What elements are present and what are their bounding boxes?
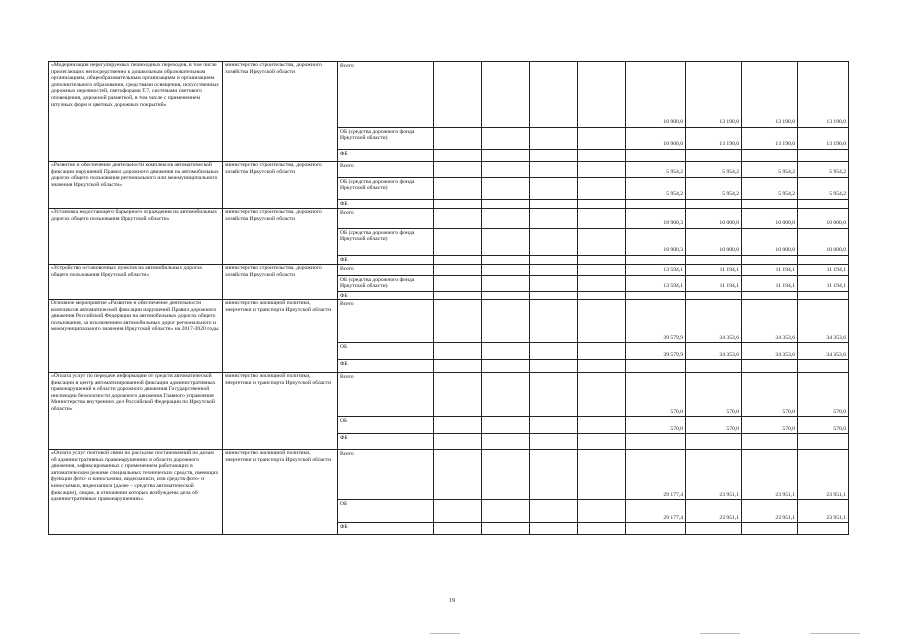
empty-cell: [530, 360, 578, 373]
empty-cell: [482, 523, 530, 535]
empty-cell: [530, 178, 578, 200]
funding-source: ОБ: [338, 500, 434, 523]
amount-cell: 570,0: [686, 417, 742, 434]
amount-cell: [798, 150, 849, 162]
empty-cell: [578, 292, 626, 300]
funding-source: ФБ: [338, 256, 434, 265]
amount-cell: 34 353,6: [798, 300, 849, 343]
empty-cell: [482, 373, 530, 417]
empty-cell: [482, 360, 530, 373]
amount-cell: [798, 292, 849, 300]
amount-cell: 11 194,1: [742, 265, 798, 276]
measure-name: «Оплата услуг по передаче информации от средств автоматической фиксации в центр автоматизированной фиксации административных правонарушений в области дорожного движения Государственной инспекции безопасности дорожного движения Главного управления Министерства внутренних дел Российской Федерации по Иркутской области»: [49, 373, 223, 450]
amount-cell: 13 190,0: [742, 62, 798, 128]
amount-cell: 570,0: [686, 373, 742, 417]
empty-cell: [530, 292, 578, 300]
amount-cell: [626, 360, 686, 373]
empty-cell: [434, 360, 482, 373]
amount-cell: 39 579,9: [626, 343, 686, 360]
amount-cell: 570,0: [798, 373, 849, 417]
empty-cell: [578, 265, 626, 276]
table-row: [49, 373, 849, 417]
amount-cell: 5 954,2: [742, 162, 798, 178]
amount-cell: [798, 200, 849, 209]
funding-source: ОБ: [338, 343, 434, 360]
amount-cell: 570,0: [798, 417, 849, 434]
funding-source: Всего: [338, 265, 434, 276]
amount-cell: [626, 292, 686, 300]
funding-source: Всего: [338, 162, 434, 178]
amount-cell: 13 594,1: [626, 265, 686, 276]
empty-cell: [530, 162, 578, 178]
empty-cell: [530, 450, 578, 500]
amount-cell: [742, 360, 798, 373]
amount-cell: 10 000,0: [798, 209, 849, 229]
executor: министерство строительства, дорожного хозяйства Иркутской области: [223, 209, 338, 265]
amount-cell: 23 951,1: [686, 500, 742, 523]
amount-cell: [798, 523, 849, 535]
empty-cell: [530, 229, 578, 256]
measure-name: «Устройство остановочных пунктов на автомобильных дорогах общего пользования Иркутской области»: [49, 265, 223, 300]
amount-cell: 13 190,0: [742, 128, 798, 150]
amount-cell: 23 951,1: [742, 500, 798, 523]
amount-cell: [742, 292, 798, 300]
amount-cell: 18 900,3: [626, 209, 686, 229]
amount-cell: 10 000,0: [798, 229, 849, 256]
funding-source: ФБ: [338, 200, 434, 209]
amount-cell: 23 951,1: [686, 450, 742, 500]
empty-cell: [434, 417, 482, 434]
empty-cell: [434, 162, 482, 178]
empty-cell: [530, 265, 578, 276]
empty-cell: [482, 128, 530, 150]
amount-cell: [686, 360, 742, 373]
amount-cell: [742, 434, 798, 450]
empty-cell: [482, 434, 530, 450]
funding-source: Всего: [338, 62, 434, 128]
empty-cell: [434, 300, 482, 343]
amount-cell: 10 000,0: [686, 209, 742, 229]
amount-cell: 13 190,0: [798, 128, 849, 150]
empty-cell: [530, 500, 578, 523]
executor: министерство строительства, дорожного хозяйства Иркутской области: [223, 265, 338, 300]
empty-cell: [482, 178, 530, 200]
empty-cell: [434, 256, 482, 265]
amount-cell: 34 353,6: [742, 343, 798, 360]
executor: министерство строительства, дорожного хозяйства Иркутской области: [223, 62, 338, 162]
measure-name: «Оплата услуг почтовой связи по рассылке постановлений по делам об административных правонарушениях в области дорожного движения, зафиксированных с применением работающих в автоматическом режиме специальных технических средств, имеющих функции фото- и киносъемки, видеозаписи, или средств фото- и киносъемки, видеозаписи (далее – средства автоматической фиксации), лицам, в отношении которых возбуждены дела об административных правонарушениях»: [49, 450, 223, 535]
empty-cell: [434, 343, 482, 360]
empty-cell: [530, 209, 578, 229]
executor: министерство жилищной политики, энергетики и транспорта Иркутской области: [223, 373, 338, 450]
funding-source: Всего: [338, 209, 434, 229]
table-row: [49, 62, 849, 128]
measure-name: «Установка недостающего барьерного ограждения на автомобильных дорогах общего пользования Иркутской области»: [49, 209, 223, 265]
funding-source: ОБ: [338, 417, 434, 434]
empty-cell: [434, 229, 482, 256]
empty-cell: [434, 292, 482, 300]
empty-cell: [530, 417, 578, 434]
empty-cell: [434, 523, 482, 535]
amount-cell: [742, 523, 798, 535]
empty-cell: [434, 62, 482, 128]
empty-cell: [578, 128, 626, 150]
funding-source: Всего: [338, 450, 434, 500]
amount-cell: 23 951,1: [742, 450, 798, 500]
table-row: [49, 162, 849, 178]
empty-cell: [530, 523, 578, 535]
amount-cell: [686, 150, 742, 162]
amount-cell: [798, 256, 849, 265]
amount-cell: 29 177,4: [626, 450, 686, 500]
empty-cell: [578, 200, 626, 209]
empty-cell: [578, 276, 626, 292]
amount-cell: [686, 200, 742, 209]
amount-cell: 23 951,1: [798, 450, 849, 500]
page-number: 19: [449, 598, 455, 604]
empty-cell: [482, 417, 530, 434]
empty-cell: [482, 62, 530, 128]
empty-cell: [578, 417, 626, 434]
empty-cell: [482, 450, 530, 500]
scan-artifact: [430, 633, 460, 634]
funding-source: ФБ: [338, 292, 434, 300]
funding-source: ОБ (средства дорожного фонда Иркутской области): [338, 128, 434, 150]
empty-cell: [530, 343, 578, 360]
amount-cell: 10 900,0: [626, 62, 686, 128]
amount-cell: 34 353,6: [686, 343, 742, 360]
empty-cell: [578, 256, 626, 265]
executor: министерство жилищной политики, энергетики и транспорта Иркутской области: [223, 450, 338, 535]
funding-source: ОБ (средства дорожного фонда Иркутской области): [338, 276, 434, 292]
funding-source: Всего: [338, 373, 434, 417]
funding-source: ФБ: [338, 434, 434, 450]
amount-cell: [798, 434, 849, 450]
amount-cell: [686, 292, 742, 300]
empty-cell: [578, 62, 626, 128]
amount-cell: 5 954,2: [686, 178, 742, 200]
empty-cell: [482, 229, 530, 256]
amount-cell: [626, 523, 686, 535]
amount-cell: 23 951,1: [798, 500, 849, 523]
empty-cell: [482, 150, 530, 162]
amount-cell: [626, 434, 686, 450]
empty-cell: [578, 343, 626, 360]
empty-cell: [530, 256, 578, 265]
amount-cell: 570,0: [742, 373, 798, 417]
empty-cell: [578, 162, 626, 178]
amount-cell: 13 190,0: [798, 62, 849, 128]
empty-cell: [578, 523, 626, 535]
empty-cell: [578, 434, 626, 450]
scan-artifact: [700, 633, 740, 634]
empty-cell: [578, 150, 626, 162]
amount-cell: 34 353,6: [798, 343, 849, 360]
empty-cell: [482, 292, 530, 300]
funding-source: ФБ: [338, 150, 434, 162]
empty-cell: [578, 300, 626, 343]
empty-cell: [434, 150, 482, 162]
amount-cell: 10 000,0: [742, 209, 798, 229]
table-row: [49, 209, 849, 229]
table-row: [49, 300, 849, 343]
empty-cell: [530, 62, 578, 128]
empty-cell: [578, 500, 626, 523]
amount-cell: [742, 150, 798, 162]
budget-table: [48, 61, 849, 535]
empty-cell: [530, 150, 578, 162]
amount-cell: 13 190,0: [686, 62, 742, 128]
empty-cell: [434, 200, 482, 209]
amount-cell: [686, 434, 742, 450]
amount-cell: 11 194,1: [742, 276, 798, 292]
empty-cell: [434, 500, 482, 523]
executor: министерство строительства, дорожного хозяйства Иркутской области: [223, 162, 338, 209]
funding-source: ФБ: [338, 360, 434, 373]
amount-cell: 34 353,6: [686, 300, 742, 343]
empty-cell: [482, 276, 530, 292]
amount-cell: 5 954,2: [742, 178, 798, 200]
amount-cell: 5 954,2: [626, 162, 686, 178]
amount-cell: 5 954,2: [798, 162, 849, 178]
empty-cell: [578, 360, 626, 373]
amount-cell: 5 954,2: [686, 162, 742, 178]
funding-source: ОБ (средства дорожного фонда Иркутской области): [338, 178, 434, 200]
empty-cell: [482, 265, 530, 276]
funding-source: ФБ: [338, 523, 434, 535]
measure-name: Основное мероприятие «Развитие и обеспечение деятельности комплексов автоматической фиксации нарушений Правил дорожного движения Российской Федерации на автомобильных дорогах общего пользования, за исключением автомобильных дорог регионального и межмуниципального значения Иркутской области» на 2017-2020 годы: [49, 300, 223, 373]
empty-cell: [434, 373, 482, 417]
empty-cell: [530, 128, 578, 150]
amount-cell: 11 194,1: [798, 265, 849, 276]
amount-cell: 29 177,4: [626, 500, 686, 523]
amount-cell: 13 190,0: [686, 128, 742, 150]
amount-cell: 570,0: [742, 417, 798, 434]
measure-name: «Развитие и обеспечение деятельности комплексов автоматической фиксации нарушений Правил дорожного движения на автомобильных дорогах общего пользования регионального или межмуниципального значения Иркутской области»: [49, 162, 223, 209]
empty-cell: [578, 229, 626, 256]
amount-cell: 11 194,1: [686, 265, 742, 276]
empty-cell: [482, 200, 530, 209]
empty-cell: [578, 178, 626, 200]
empty-cell: [434, 276, 482, 292]
amount-cell: 11 194,1: [798, 276, 849, 292]
amount-cell: [626, 200, 686, 209]
budget-table-sheet: [48, 61, 848, 535]
empty-cell: [482, 343, 530, 360]
amount-cell: [626, 150, 686, 162]
empty-cell: [578, 373, 626, 417]
empty-cell: [530, 300, 578, 343]
amount-cell: [626, 256, 686, 265]
empty-cell: [434, 265, 482, 276]
amount-cell: 10 000,0: [686, 229, 742, 256]
table-row: [49, 265, 849, 276]
measure-name: «Модернизация нерегулируемых пешеходных переходов, в том числе прилегающих непосредственно к дошкольным образовательным организациям, общеобразовательным организациям и организациям дополнительного образования, средствами освещения, искусственных дорожных неровностей, светофорами Т.7, системами светового оповещения, дорожной разметкой, в том числе с применением штучных форм и цветных дорожных покрытий»: [49, 62, 223, 162]
empty-cell: [434, 434, 482, 450]
amount-cell: 10 000,0: [742, 229, 798, 256]
amount-cell: 11 194,1: [686, 276, 742, 292]
funding-source: Всего: [338, 300, 434, 343]
empty-cell: [482, 300, 530, 343]
amount-cell: 18 900,3: [626, 229, 686, 256]
funding-source: ОБ (средства дорожного фонда Иркутской области): [338, 229, 434, 256]
amount-cell: 13 594,1: [626, 276, 686, 292]
empty-cell: [434, 450, 482, 500]
empty-cell: [530, 373, 578, 417]
empty-cell: [434, 178, 482, 200]
amount-cell: 5 954,2: [626, 178, 686, 200]
amount-cell: 39 579,9: [626, 300, 686, 343]
executor: министерство жилищной политики, энергетики и транспорта Иркутской области: [223, 300, 338, 373]
table-row: [49, 450, 849, 500]
empty-cell: [482, 256, 530, 265]
amount-cell: 10 900,0: [626, 128, 686, 150]
amount-cell: 570,0: [626, 417, 686, 434]
amount-cell: [742, 256, 798, 265]
empty-cell: [434, 128, 482, 150]
amount-cell: [686, 523, 742, 535]
empty-cell: [434, 209, 482, 229]
empty-cell: [530, 200, 578, 209]
empty-cell: [482, 162, 530, 178]
scan-artifact: [810, 633, 860, 634]
empty-cell: [578, 209, 626, 229]
amount-cell: [686, 256, 742, 265]
empty-cell: [530, 434, 578, 450]
amount-cell: 570,0: [626, 373, 686, 417]
amount-cell: 34 353,6: [742, 300, 798, 343]
empty-cell: [482, 209, 530, 229]
amount-cell: [742, 200, 798, 209]
empty-cell: [530, 276, 578, 292]
empty-cell: [482, 500, 530, 523]
amount-cell: [798, 360, 849, 373]
amount-cell: 5 954,2: [798, 178, 849, 200]
empty-cell: [578, 450, 626, 500]
